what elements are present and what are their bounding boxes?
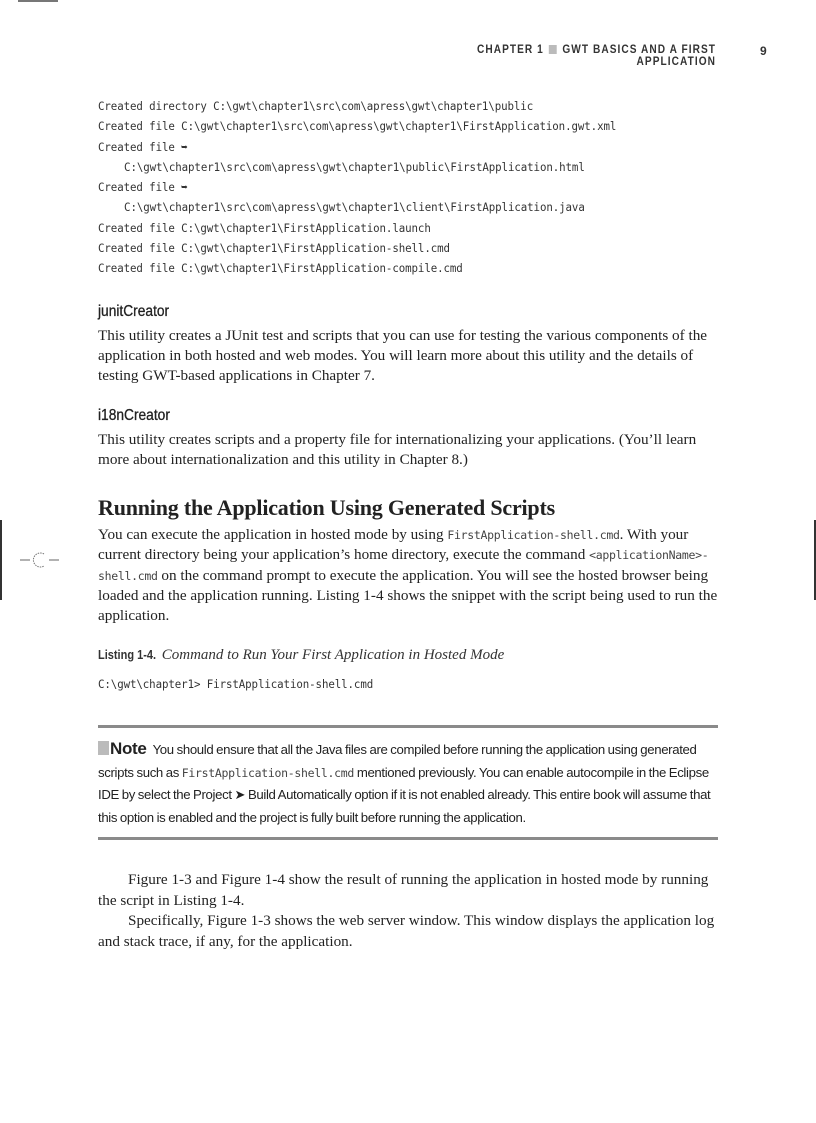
- text-run: on the command prompt to execute the application. You will see the hosted browser being loaded and the application running. Listing 1-4 shows the snippet with the script being used to run the application.: [98, 566, 718, 625]
- code-line: Created file C:\gwt\chapter1\src\com\apress\gwt\chapter1\FirstApplication.gwt.xml: [98, 119, 617, 134]
- running-paragraph: [98, 525, 718, 627]
- text-run: You should ensure that all the Java files are compiled before running the application using generated scripts such as: [98, 742, 697, 780]
- registration-mark-icon: [18, 545, 62, 575]
- text-run: You can execute the application in hosted mode by using: [98, 525, 448, 543]
- listing-label: Listing 1-4.: [98, 647, 157, 662]
- closing-paragraph-2: Specifically, Figure 1-3 shows the web server window. This window displays the application log and stack trace, if any, for the application.: [98, 912, 715, 950]
- listing-code: C:\gwt\chapter1> FirstApplication-shell.cmd: [98, 676, 374, 691]
- listing-title: Command to Run Your First Application in Hosted Mode: [161, 646, 505, 663]
- code-line: Created file C:\gwt\chapter1\FirstApplication-shell.cmd: [98, 241, 450, 256]
- crop-mark-top: [18, 0, 58, 2]
- code-line: Created file ➥: [98, 180, 188, 195]
- note-square-icon: [98, 741, 109, 755]
- listing-caption: [98, 647, 718, 664]
- code-line: Created file C:\gwt\chapter1\FirstApplication-compile.cmd: [98, 261, 463, 276]
- note-label: Note: [110, 739, 147, 759]
- junitcreator-paragraph: This utility creates a JUnit test and scripts that you can use for testing the various components of the application in both hosted and web modes. You will learn more about this utility and the details of testing GWT-based applications in Chapter 7.: [98, 326, 708, 385]
- page-content: [98, 96, 718, 952]
- i18ncreator-paragraph: This utility creates scripts and a property file for internationalizing your applications. (You’ll learn more about internationalization and this utility in Chapter 8.): [98, 430, 697, 469]
- section-heading: Running the Application Using Generated Scripts: [98, 494, 555, 520]
- separator-square-icon: [549, 45, 557, 54]
- text-run: mentioned previously. You can enable autocompile in the Eclipse IDE by select the Project ➤ Build Automatically option if it is not enabled already. This entire book will assume that this option is enabled and the project is fully built before running the application.: [98, 764, 711, 825]
- running-header: [420, 44, 716, 68]
- inline-code: FirstApplication-shell.cmd: [447, 527, 620, 542]
- crop-mark-left: [0, 520, 2, 600]
- chapter-label: CHAPTER 1: [476, 44, 544, 56]
- junitcreator-heading: junitCreator: [98, 302, 170, 320]
- code-line: C:\gwt\chapter1\src\com\apress\gwt\chapter1\client\FirstApplication.java: [124, 200, 585, 215]
- text-run: . With your current directory being your application’s home directory, execute the command: [98, 525, 689, 564]
- chapter-title: GWT BASICS AND A FIRST APPLICATION: [562, 44, 716, 68]
- code-line: C:\gwt\chapter1\src\com\apress\gwt\chapter1\public\FirstApplication.html: [124, 159, 585, 174]
- inline-code: <applicationName>-shell.cmd: [98, 548, 709, 583]
- closing-paragraph-1: Figure 1-3 and Figure 1-4 show the result of running the application in hosted mode by running the script in Listing 1-4.: [98, 871, 709, 909]
- i18ncreator-heading: i18nCreator: [98, 406, 170, 424]
- code-output-block: [98, 96, 675, 279]
- page-number: 9: [760, 44, 767, 58]
- code-line: Created file C:\gwt\chapter1\FirstApplication.launch: [98, 220, 431, 235]
- note-box: [98, 738, 718, 829]
- code-line: Created file ➥: [98, 139, 188, 154]
- inline-code: FirstApplication-shell.cmd: [181, 765, 354, 780]
- code-line: Created directory C:\gwt\chapter1\src\com\apress\gwt\chapter1\public: [98, 99, 534, 113]
